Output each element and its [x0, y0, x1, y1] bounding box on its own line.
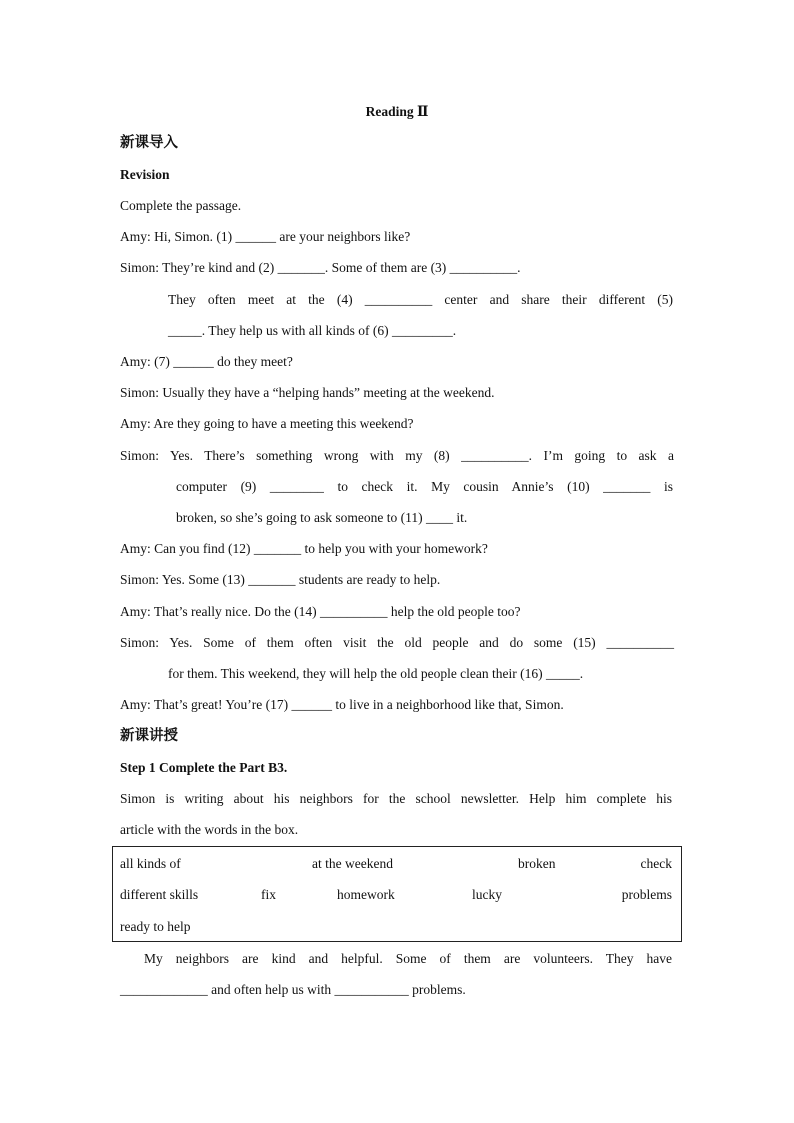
word-box-item: broken [518, 856, 556, 871]
dialogue-line: computer (9) ________ to check it. My cousin Annie’s (10) _______ is [176, 479, 673, 494]
section-heading-intro: 新课导入 [120, 135, 178, 151]
word-box-item: ready to help [120, 919, 191, 934]
dialogue-line: Simon: They’re kind and (2) _______. Some of them are (3) __________. [120, 260, 521, 275]
step1-instruction-line: Simon is writing about his neighbors for the school newsletter. Help him complete his [120, 791, 672, 806]
article-line: My neighbors are kind and helpful. Some of them are volunteers. They have [144, 951, 672, 966]
dialogue-line: Amy: Are they going to have a meeting this weekend? [120, 416, 414, 431]
instruction-text: Complete the passage. [120, 198, 242, 213]
word-box-item: homework [337, 887, 395, 902]
word-box [112, 846, 682, 942]
revision-heading: Revision [120, 167, 170, 182]
section-heading-teaching: 新课讲授 [120, 728, 178, 744]
article-line: _____________ and often help us with ___________ problems. [120, 982, 466, 997]
word-box-item: problems [621, 887, 672, 902]
dialogue-line: for them. This weekend, they will help the old people clean their (16) _____. [168, 666, 584, 681]
word-box-item: different skills [120, 887, 199, 902]
word-box-item: lucky [472, 887, 502, 902]
dialogue-line: Simon: Yes. There’s something wrong with my (8) __________. I’m going to ask a [120, 448, 674, 463]
word-box-item: fix [261, 887, 276, 902]
dialogue-line: Amy: (7) ______ do they meet? [120, 354, 293, 369]
dialogue-line: _____. They help us with all kinds of (6) _________. [168, 323, 457, 338]
dialogue-line: Simon: Yes. Some (13) _______ students are ready to help. [120, 572, 441, 587]
word-box-item: check [640, 856, 672, 871]
dialogue-line: Amy: Hi, Simon. (1) ______ are your neighbors like? [120, 229, 411, 244]
word-box-item: at the weekend [312, 856, 393, 871]
dialogue-line: They often meet at the (4) __________ center and share their different (5) [168, 292, 673, 307]
dialogue-line: Simon: Usually they have a “helping hands” meeting at the weekend. [120, 385, 495, 400]
dialogue-line: broken, so she’s going to ask someone to (11) ____ it. [176, 510, 468, 525]
step1-instruction-line: article with the words in the box. [120, 822, 299, 837]
step1-heading: Step 1 Complete the Part B3. [120, 760, 288, 775]
word-box-item: all kinds of [120, 856, 181, 871]
dialogue-line: Amy: That’s great! You’re (17) ______ to live in a neighborhood like that, Simon. [120, 697, 564, 712]
dialogue-line: Amy: Can you find (12) _______ to help you with your homework? [120, 541, 488, 556]
dialogue-line: Simon: Yes. Some of them often visit the old people and do some (15) __________ [120, 635, 674, 650]
page-title: Reading Ⅱ [365, 104, 429, 119]
dialogue-line: Amy: That’s really nice. Do the (14) __________ help the old people too? [120, 604, 521, 619]
